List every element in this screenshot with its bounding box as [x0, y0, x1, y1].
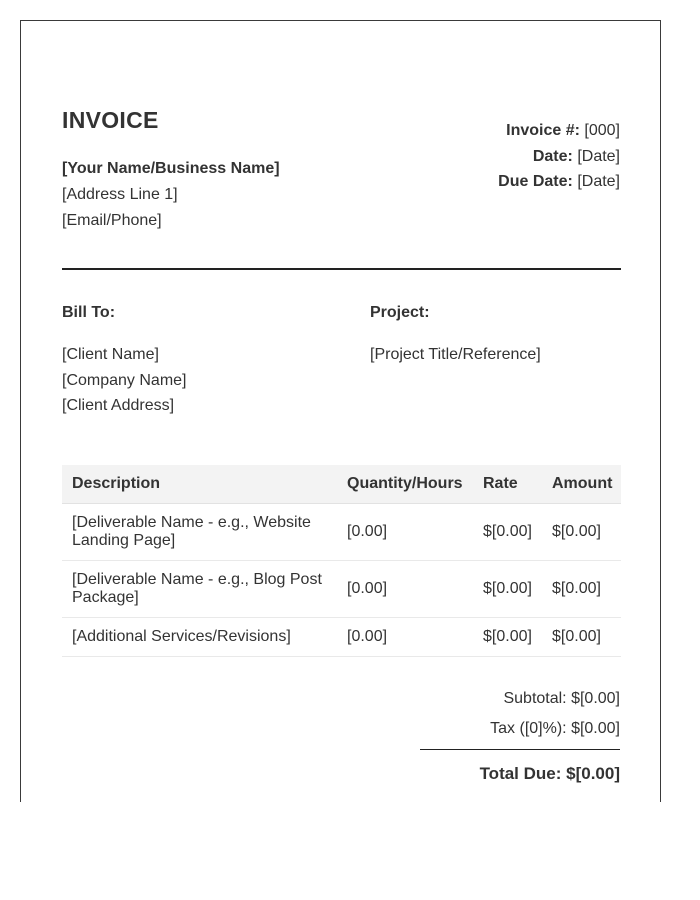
invoice-number-value: [000]	[584, 122, 620, 139]
row-amount: $[0.00]	[542, 618, 621, 657]
table-row	[62, 561, 621, 618]
client-name: [Client Name]	[62, 346, 159, 363]
table-row	[62, 618, 621, 657]
totals-divider	[420, 749, 620, 750]
total-due-line: Total Due: $[0.00]	[479, 764, 620, 783]
row-description: [Additional Services/Revisions]	[62, 618, 337, 657]
invoice-date-value: [Date]	[577, 147, 620, 165]
company-name: [Company Name]	[62, 371, 187, 389]
row-rate: $[0.00]	[473, 618, 542, 657]
project-block	[370, 303, 541, 371]
sender-address: [Address Line 1]	[62, 186, 178, 203]
project-heading: Project:	[370, 304, 430, 321]
header-rate: Rate	[473, 465, 542, 504]
invoice-due-label: Due Date:	[498, 173, 573, 190]
row-quantity: [0.00]	[337, 561, 473, 618]
row-rate: $[0.00]	[473, 504, 542, 561]
row-description: [Deliverable Name - e.g., Website Landing Page]	[62, 504, 337, 561]
sender-name: [Your Name/Business Name]	[62, 160, 280, 177]
header-divider	[62, 268, 621, 270]
invoice-page	[20, 20, 661, 802]
line-items-table	[62, 465, 621, 657]
invoice-number-label: Invoice #:	[506, 122, 580, 139]
client-address: [Client Address]	[62, 397, 175, 414]
invoice-title: INVOICE	[62, 107, 159, 133]
sender-contact: [Email/Phone]	[62, 212, 162, 229]
header-quantity: Quantity/Hours	[337, 465, 473, 504]
invoice-date-line	[498, 147, 620, 173]
invoice-due-line	[498, 172, 620, 198]
subtotal-line: Subtotal: $[0.00]	[503, 690, 620, 707]
invoice-due-value: [Date]	[577, 173, 620, 190]
header-amount: Amount	[542, 465, 621, 504]
project-title: [Project Title/Reference]	[370, 346, 541, 363]
bill-to-heading: Bill To:	[62, 304, 116, 321]
header-description: Description	[62, 465, 337, 504]
table-row	[62, 504, 621, 561]
invoice-meta	[498, 121, 620, 198]
row-rate: $[0.00]	[473, 561, 542, 618]
row-description: [Deliverable Name - e.g., Blog Post Package]	[62, 561, 337, 618]
bill-to-block	[62, 303, 187, 422]
table-header-row	[62, 465, 621, 504]
totals-block	[420, 689, 620, 784]
row-quantity: [0.00]	[337, 504, 473, 561]
row-amount: $[0.00]	[542, 561, 621, 618]
invoice-date-label: Date:	[532, 147, 573, 165]
sender-block	[62, 159, 280, 237]
row-quantity: [0.00]	[337, 618, 473, 657]
tax-line: Tax ([0]%): $[0.00]	[490, 720, 620, 737]
invoice-number-line	[498, 121, 620, 147]
row-amount: $[0.00]	[542, 504, 621, 561]
